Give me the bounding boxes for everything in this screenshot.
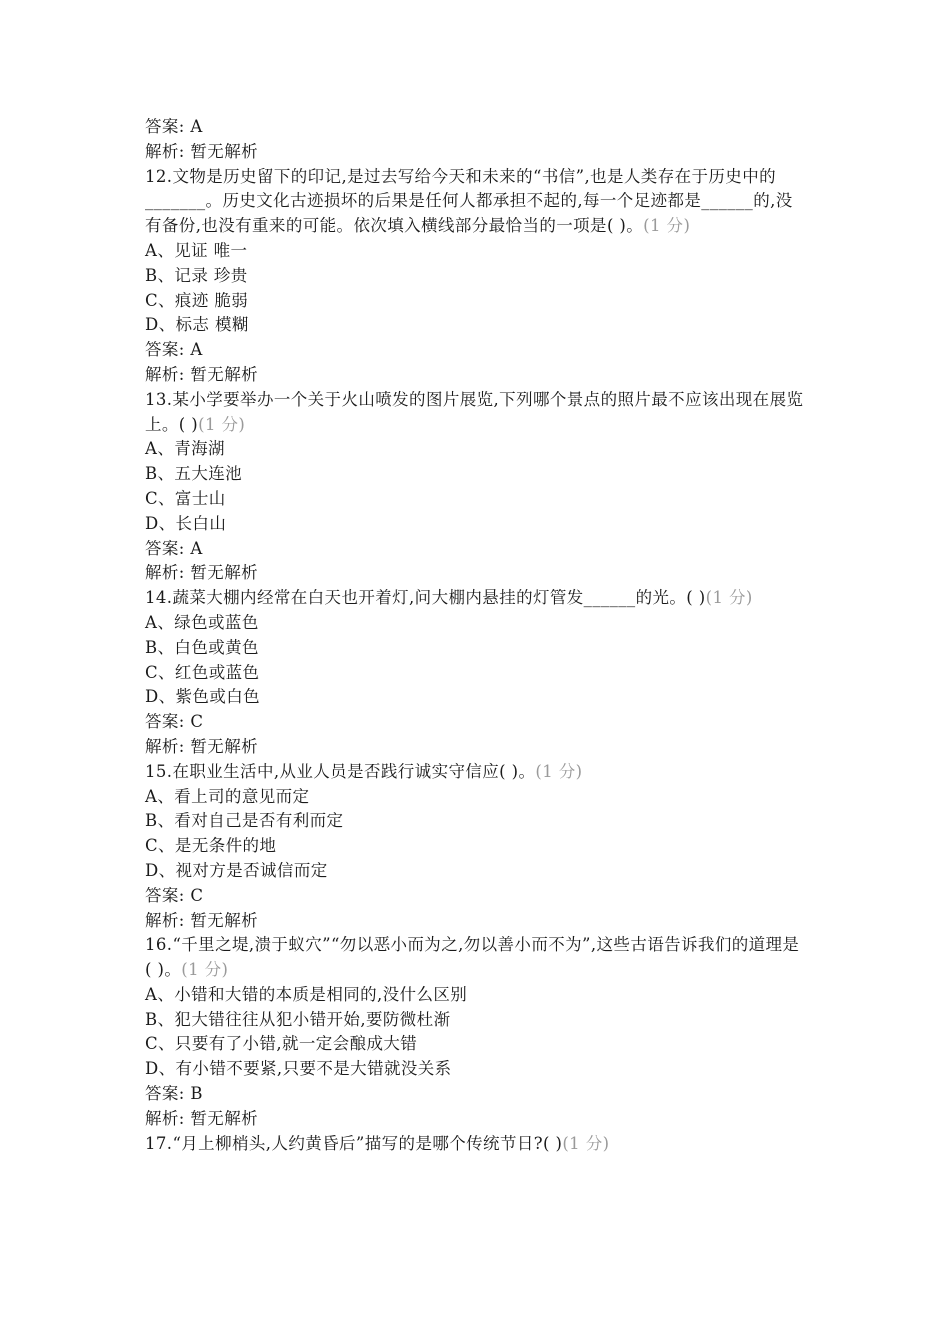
option: C、痕迹 脆弱	[145, 290, 249, 310]
option: B、白色或黄色	[145, 637, 259, 657]
question-score: (1 分)	[562, 1133, 610, 1153]
answer: 答案: A	[145, 117, 203, 136]
option: D、有小错不要紧,只要不是大错就没关系	[145, 1059, 452, 1079]
option: C、是无条件的地	[145, 836, 277, 856]
question-score: (1 分)	[198, 414, 246, 434]
analysis: 解析: 暂无解析	[145, 910, 259, 930]
analysis: 解析: 暂无解析	[145, 364, 259, 384]
question-score: (1 分)	[535, 761, 583, 781]
option: D、视对方是否诚信而定	[145, 860, 328, 880]
analysis: 解析: 暂无解析	[145, 736, 259, 756]
answer: 答案: C	[145, 712, 204, 732]
option: D、长白山	[145, 513, 227, 533]
option: A、见证 唯一	[145, 240, 248, 260]
option: D、标志 模糊	[145, 315, 249, 335]
question-stem: 12.文物是历史留下的印记,是过去写给今天和未来的“书信”,也是人类存在于历史中的_______。历史文化古迹损坏的后果是任何人都承担不起的,每一个足迹都是______的,没有备份,也没有重来的可能。依次填入横线部分最恰当的一项是( )。(1 分)	[145, 166, 793, 236]
option: D、紫色或白色	[145, 687, 261, 707]
option: C、只要有了小错,就一定会酿成大错	[145, 1034, 418, 1054]
option: C、红色或蓝色	[145, 662, 260, 682]
option: A、青海湖	[145, 439, 225, 459]
analysis: 解析: 暂无解析	[145, 1108, 259, 1128]
option: B、五大连池	[145, 464, 243, 484]
question-score: (1 分)	[181, 960, 229, 980]
question-stem: 16.“千里之堤,溃于蚁穴”“勿以恶小而为之,勿以善小而不为”,这些古语告诉我们的道理是( )。(1 分)	[145, 935, 800, 980]
question-stem: 14.蔬菜大棚内经常在白天也开着灯,问大棚内悬挂的灯管发______的光。( )(1 分)	[145, 588, 753, 608]
question-stem: 13.某小学要举办一个关于火山喷发的图片展览,下列哪个景点的照片最不应该出现在展览上。( )(1 分)	[145, 389, 804, 434]
option: A、看上司的意见而定	[145, 786, 310, 806]
question-score: (1 分)	[705, 588, 753, 608]
option: B、犯大错往往从犯小错开始,要防微杜渐	[145, 1009, 451, 1029]
question-score: (1 分)	[643, 216, 691, 236]
answer: 答案: C	[145, 885, 204, 905]
option: B、记录 珍贵	[145, 265, 248, 285]
question-stem: 15.在职业生活中,从业人员是否践行诚实守信应( )。(1 分)	[145, 761, 583, 781]
answer: 答案: A	[145, 538, 203, 558]
option: B、看对自己是否有利而定	[145, 811, 344, 831]
analysis: 解析: 暂无解析	[145, 563, 259, 583]
exam-document	[145, 115, 805, 1156]
option: C、富士山	[145, 488, 226, 508]
analysis: 解析: 暂无解析	[145, 141, 259, 161]
option: A、绿色或蓝色	[145, 612, 259, 632]
answer: 答案: A	[145, 340, 203, 360]
answer: 答案: B	[145, 1084, 203, 1104]
option: A、小错和大错的本质是相同的,没什么区别	[145, 984, 468, 1004]
question-stem: 17.“月上柳梢头,人约黄昏后”描写的是哪个传统节日?( )(1 分)	[145, 1133, 610, 1153]
